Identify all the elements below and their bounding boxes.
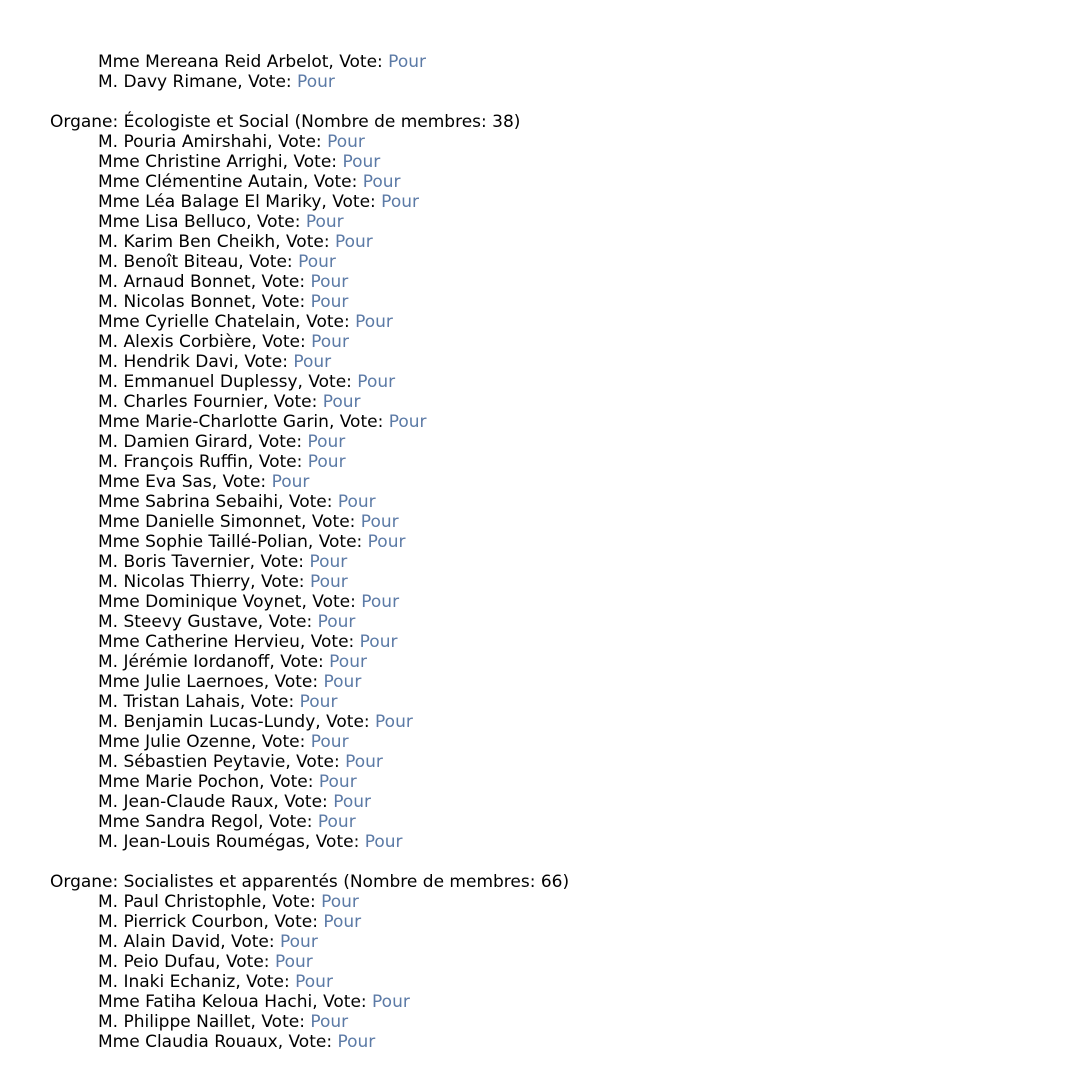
member-row: Mme Lisa Belluco, Vote: Pour	[98, 212, 344, 232]
member-name: Mme Léa Balage El Mariky	[98, 192, 322, 212]
section-gap	[50, 92, 1050, 112]
vote-value: Pour	[310, 272, 349, 292]
member-row: M. Pouria Amirshahi, Vote: Pour	[98, 132, 365, 152]
member-row: M. Tristan Lahais, Vote: Pour	[98, 692, 338, 712]
member-name: M. Philippe Naillet	[98, 1012, 251, 1032]
member-name: Mme Sandra Regol	[98, 812, 259, 832]
member-row: Mme Mereana Reid Arbelot, Vote: Pour	[98, 52, 426, 72]
vote-value: Pour	[359, 632, 398, 652]
member-row: Mme Cyrielle Chatelain, Vote: Pour	[98, 312, 393, 332]
vote-label: Vote:	[311, 512, 361, 532]
member-name: M. Jean-Claude Raux	[98, 792, 274, 812]
member-row: M. Arnaud Bonnet, Vote: Pour	[98, 272, 349, 292]
vote-value: Pour	[293, 352, 332, 372]
vote-label: Vote:	[288, 1032, 338, 1052]
member-name: Mme Lisa Belluco	[98, 212, 247, 232]
member-name: Mme Christine Arrighi	[98, 152, 283, 172]
vote-value: Pour	[334, 232, 373, 252]
member-row: Mme Eva Sas, Vote: Pour	[98, 472, 310, 492]
vote-label: Vote:	[269, 772, 319, 792]
vote-value: Pour	[364, 832, 403, 852]
member-row: M. Jean-Claude Raux, Vote: Pour	[98, 792, 371, 812]
member-name: M. Davy Rimane	[98, 72, 238, 92]
member-row: M. Nicolas Bonnet, Vote: Pour	[98, 292, 349, 312]
member-row: M. Pierrick Courbon, Vote: Pour	[98, 912, 362, 932]
vote-value: Pour	[323, 912, 362, 932]
vote-label: Vote:	[260, 572, 310, 592]
vote-value: Pour	[381, 192, 419, 212]
vote-label: Vote:	[332, 192, 382, 212]
member-name: M. Jérémie Iordanoff	[98, 652, 270, 672]
member-name: M. Hendrik Davi	[98, 352, 234, 372]
vote-value: Pour	[307, 452, 346, 472]
vote-label: Vote:	[313, 172, 363, 192]
member-row: M. Philippe Naillet, Vote: Pour	[98, 1012, 349, 1032]
member-row: Mme Dominique Voynet, Vote: Pour	[98, 592, 400, 612]
vote-label: Vote:	[250, 692, 300, 712]
vote-value: Pour	[307, 432, 346, 452]
member-row: Mme Christine Arrighi, Vote: Pour	[98, 152, 381, 172]
vote-value: Pour	[322, 392, 361, 412]
member-row: Mme Léa Balage El Mariky, Vote: Pour	[98, 192, 419, 212]
member-name: Mme Marie-Charlotte Garin	[98, 412, 329, 432]
member-row: M. Karim Ben Cheikh, Vote: Pour	[98, 232, 373, 252]
member-name: M. Tristan Lahais	[98, 692, 240, 712]
member-row: Mme Sandra Regol, Vote: Pour	[98, 812, 356, 832]
organe-heading: Organe: Écologiste et Social (Nombre de membres: 38)	[50, 112, 521, 132]
vote-value: Pour	[298, 252, 336, 272]
vote-value: Pour	[310, 1012, 349, 1032]
member-row: M. Boris Tavernier, Vote: Pour	[98, 552, 348, 572]
vote-value: Pour	[297, 72, 335, 92]
member-name: M. Boris Tavernier	[98, 552, 250, 572]
member-row: Mme Danielle Simonnet, Vote: Pour	[98, 512, 399, 532]
vote-value: Pour	[333, 792, 371, 812]
vote-label: Vote:	[261, 1012, 311, 1032]
vote-value: Pour	[337, 492, 376, 512]
vote-value: Pour	[299, 692, 338, 712]
vote-label: Vote:	[280, 652, 330, 672]
member-row: M. Hendrik Davi, Vote: Pour	[98, 352, 332, 372]
member-row: Mme Fatiha Keloua Hachi, Vote: Pour	[98, 992, 410, 1012]
vote-value: Pour	[309, 572, 348, 592]
member-name: M. Peio Dufau	[98, 952, 216, 972]
member-name: M. Benjamin Lucas-Lundy	[98, 712, 316, 732]
vote-label: Vote:	[326, 712, 376, 732]
vote-value: Pour	[323, 672, 362, 692]
vote-value: Pour	[357, 372, 396, 392]
member-name: Mme Catherine Hervieu	[98, 632, 300, 652]
vote-value: Pour	[317, 612, 356, 632]
vote-label: Vote:	[261, 732, 311, 752]
member-name: M. Jean-Louis Roumégas	[98, 832, 305, 852]
member-row: M. Sébastien Peytavie, Vote: Pour	[98, 752, 383, 772]
vote-value: Pour	[361, 592, 400, 612]
member-name: M. Damien Girard	[98, 432, 248, 452]
vote-value: Pour	[388, 412, 427, 432]
member-row: M. François Ruffin, Vote: Pour	[98, 452, 346, 472]
member-row: Mme Sabrina Sebaihi, Vote: Pour	[98, 492, 376, 512]
member-name: M. Karim Ben Cheikh	[98, 232, 276, 252]
member-row: M. Damien Girard, Vote: Pour	[98, 432, 346, 452]
vote-label: Vote:	[339, 52, 389, 72]
section-gap	[50, 852, 1050, 872]
vote-label: Vote:	[285, 232, 335, 252]
member-row: M. Benjamin Lucas-Lundy, Vote: Pour	[98, 712, 413, 732]
vote-value: Pour	[355, 312, 393, 332]
vote-label: Vote:	[248, 72, 298, 92]
vote-value: Pour	[362, 172, 401, 192]
member-row: M. Benoît Biteau, Vote: Pour	[98, 252, 336, 272]
vote-value: Pour	[310, 732, 349, 752]
member-row: M. Davy Rimane, Vote: Pour	[98, 72, 335, 92]
vote-value: Pour	[274, 952, 313, 972]
vote-label: Vote:	[274, 672, 324, 692]
member-name: M. Pouria Amirshahi	[98, 132, 268, 152]
vote-value: Pour	[311, 332, 349, 352]
member-row: M. Paul Christophle, Vote: Pour	[98, 892, 359, 912]
vote-value: Pour	[388, 52, 426, 72]
vote-label: Vote:	[256, 212, 306, 232]
member-row: Mme Marie Pochon, Vote: Pour	[98, 772, 357, 792]
member-name: M. Pierrick Courbon	[98, 912, 264, 932]
member-name: Mme Danielle Simonnet	[98, 512, 302, 532]
vote-label: Vote:	[315, 832, 365, 852]
member-name: Mme Dominique Voynet	[98, 592, 302, 612]
member-name: Mme Cyrielle Chatelain	[98, 312, 296, 332]
member-name: Mme Julie Ozenne	[98, 732, 251, 752]
member-name: M. François Ruffin	[98, 452, 248, 472]
member-row: M. Nicolas Thierry, Vote: Pour	[98, 572, 348, 592]
member-name: Mme Sophie Taillé-Polian	[98, 532, 308, 552]
vote-label: Vote:	[272, 892, 322, 912]
member-row: Mme Catherine Hervieu, Vote: Pour	[98, 632, 398, 652]
vote-value: Pour	[372, 992, 410, 1012]
vote-label: Vote:	[273, 392, 323, 412]
vote-label: Vote:	[318, 532, 368, 552]
vote-label: Vote:	[249, 252, 299, 272]
member-name: Mme Clémentine Autain	[98, 172, 303, 192]
vote-label: Vote:	[323, 992, 373, 1012]
vote-label: Vote:	[231, 932, 281, 952]
member-name: Mme Claudia Rouaux	[98, 1032, 278, 1052]
member-row: M. Jean-Louis Roumégas, Vote: Pour	[98, 832, 403, 852]
member-row: Mme Claudia Rouaux, Vote: Pour	[98, 1032, 376, 1052]
member-row: Mme Sophie Taillé-Polian, Vote: Pour	[98, 532, 406, 552]
member-name: Mme Sabrina Sebaihi	[98, 492, 279, 512]
member-name: M. Nicolas Bonnet	[98, 292, 251, 312]
vote-value: Pour	[310, 292, 349, 312]
member-row: M. Peio Dufau, Vote: Pour	[98, 952, 313, 972]
member-row: M. Emmanuel Duplessy, Vote: Pour	[98, 372, 396, 392]
member-name: M. Benoît Biteau	[98, 252, 239, 272]
vote-label: Vote:	[296, 752, 346, 772]
member-name: M. Charles Fournier	[98, 392, 263, 412]
vote-value: Pour	[295, 972, 333, 992]
vote-label: Vote:	[306, 312, 356, 332]
vote-label: Vote:	[308, 372, 358, 392]
member-row: M. Inaki Echaniz, Vote: Pour	[98, 972, 333, 992]
member-row: M. Alain David, Vote: Pour	[98, 932, 318, 952]
organe-heading: Organe: Socialistes et apparentés (Nombre de membres: 66)	[50, 872, 570, 892]
member-name: M. Steevy Gustave	[98, 612, 258, 632]
member-row: M. Steevy Gustave, Vote: Pour	[98, 612, 356, 632]
vote-label: Vote:	[260, 552, 310, 572]
member-name: M. Inaki Echaniz	[98, 972, 236, 992]
member-name: Mme Marie Pochon	[98, 772, 260, 792]
vote-label: Vote:	[268, 812, 318, 832]
member-name: Mme Mereana Reid Arbelot	[98, 52, 329, 72]
vote-label: Vote:	[222, 472, 272, 492]
vote-value: Pour	[342, 152, 381, 172]
vote-label: Vote:	[225, 952, 275, 972]
member-name: M. Nicolas Thierry	[98, 572, 251, 592]
member-name: M. Paul Christophle	[98, 892, 262, 912]
vote-value: Pour	[375, 712, 413, 732]
vote-label: Vote:	[246, 972, 296, 992]
vote-value: Pour	[318, 772, 357, 792]
vote-value: Pour	[329, 652, 367, 672]
vote-label: Vote:	[310, 632, 360, 652]
member-row: Mme Clémentine Autain, Vote: Pour	[98, 172, 401, 192]
vote-value: Pour	[309, 552, 348, 572]
vote-label: Vote:	[244, 352, 294, 372]
member-name: Mme Fatiha Keloua Hachi	[98, 992, 313, 1012]
vote-label: Vote:	[284, 792, 334, 812]
vote-value: Pour	[345, 752, 383, 772]
vote-label: Vote:	[261, 272, 311, 292]
vote-label: Vote:	[312, 592, 362, 612]
vote-value: Pour	[327, 132, 365, 152]
vote-label: Vote:	[274, 912, 324, 932]
vote-label: Vote:	[288, 492, 338, 512]
member-row: Mme Julie Laernoes, Vote: Pour	[98, 672, 362, 692]
member-row: M. Alexis Corbière, Vote: Pour	[98, 332, 349, 352]
vote-value: Pour	[367, 532, 406, 552]
member-row: M. Charles Fournier, Vote: Pour	[98, 392, 361, 412]
vote-value: Pour	[337, 1032, 376, 1052]
vote-value: Pour	[280, 932, 318, 952]
vote-label: Vote:	[268, 612, 318, 632]
member-row: M. Jérémie Iordanoff, Vote: Pour	[98, 652, 367, 672]
member-name: M. Alexis Corbière	[98, 332, 252, 352]
member-name: Mme Eva Sas	[98, 472, 212, 492]
vote-label: Vote:	[278, 132, 328, 152]
vote-value: Pour	[321, 892, 359, 912]
vote-label: Vote:	[339, 412, 389, 432]
vote-value: Pour	[317, 812, 356, 832]
vote-value: Pour	[271, 472, 310, 492]
vote-value: Pour	[360, 512, 399, 532]
member-row: Mme Marie-Charlotte Garin, Vote: Pour	[98, 412, 427, 432]
member-name: M. Emmanuel Duplessy	[98, 372, 298, 392]
vote-list	[50, 52, 1050, 1052]
vote-label: Vote:	[261, 292, 311, 312]
member-name: M. Arnaud Bonnet	[98, 272, 251, 292]
member-name: Mme Julie Laernoes	[98, 672, 264, 692]
member-row: Mme Julie Ozenne, Vote: Pour	[98, 732, 349, 752]
vote-label: Vote:	[262, 332, 312, 352]
vote-value: Pour	[305, 212, 344, 232]
member-name: M. Sébastien Peytavie	[98, 752, 286, 772]
member-name: M. Alain David	[98, 932, 221, 952]
vote-label: Vote:	[258, 452, 308, 472]
vote-label: Vote:	[293, 152, 343, 172]
vote-label: Vote:	[258, 432, 308, 452]
